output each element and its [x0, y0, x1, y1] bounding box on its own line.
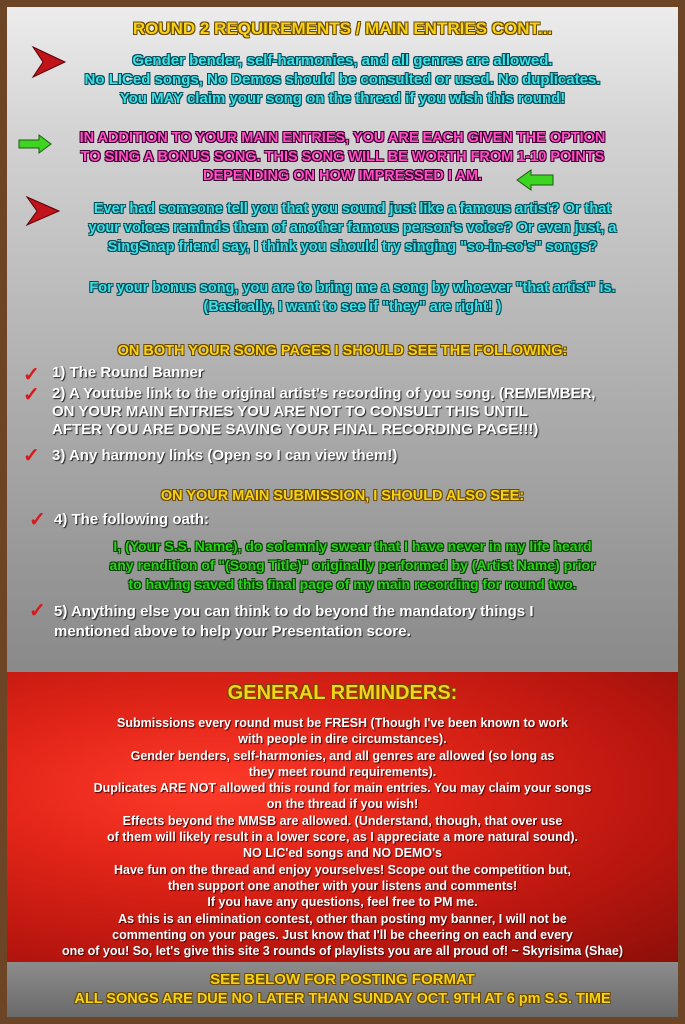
main-panel: [7, 7, 678, 1017]
item-5-line: 5) Anything else you can think to do beyond the mandatory things I: [54, 603, 534, 620]
reminder-line: If you have any questions, feel free to PM me.: [207, 895, 478, 910]
footer-due-date: ALL SONGS ARE DUE NO LATER THAN SUNDAY OCT. 9TH AT 6 pm S.S. TIME: [74, 991, 611, 1007]
song-pages-heading: ON BOTH YOUR SONG PAGES I SHOULD SEE THE FOLLOWING:: [117, 343, 568, 359]
item-2-line: ON YOUR MAIN ENTRIES YOU ARE NOT TO CONSULT THIS UNTIL: [52, 403, 528, 420]
footer-posting-format: SEE BELOW FOR POSTING FORMAT: [210, 971, 475, 988]
checkmark-icon: ✓: [23, 384, 40, 406]
bonus-song-line: (Basically, I want to see if "they" are right! ): [203, 299, 502, 315]
reminder-line: one of you! So, let's give this site 3 rounds of playlists you are all proud of! ~ Skyrisima (Shae): [61, 944, 624, 959]
reminders-list: [7, 715, 678, 959]
artist-line: SingSnap friend say, I think you should try singing "so-in-so's" songs?: [107, 239, 598, 255]
artist-block: [17, 200, 678, 257]
bonus-line: IN ADDITION TO YOUR MAIN ENTRIES, YOU ARE EACH GIVEN THE OPTION: [79, 130, 606, 146]
requirement-item-5: [54, 602, 533, 642]
reminder-line: commenting on your pages. Just know that I'll be cheering on each and every: [112, 927, 573, 942]
reminder-line: Gender benders, self-harmonies, and all genres are allowed (so long as: [130, 748, 555, 763]
oath-block: [17, 537, 678, 594]
bonus-song-block: [17, 279, 678, 317]
checkmark-icon: ✓: [23, 364, 40, 386]
requirement-item-4: 4) The following oath:: [54, 511, 209, 528]
footer-section: [7, 962, 678, 1017]
checkmark-icon: ✓: [29, 509, 46, 531]
intro-line: No LICed songs, No Demos should be consulted or used. No duplicates.: [84, 71, 601, 88]
oath-line: I, (Your S.S. Name), do solemnly swear that I have never in my life heard: [113, 538, 592, 554]
intro-line: You MAY claim your song on the thread if you wish this round!: [119, 90, 566, 107]
reminder-line: Duplicates ARE NOT allowed this round for main entries. You may claim your songs: [93, 781, 592, 796]
item-2-line: AFTER YOU ARE DONE SAVING YOUR FINAL RECORDING PAGE!!!): [52, 421, 539, 438]
reminder-line: Have fun on the thread and enjoy yourselves! Scope out the competition but,: [113, 862, 571, 877]
artist-line: Ever had someone tell you that you sound just like a famous artist? Or that: [93, 201, 612, 217]
green-arrow-left-icon: [515, 169, 555, 191]
reminder-line: As this is an elimination contest, other than posting my banner, I will not be: [118, 911, 567, 926]
requirement-item-3: 3) Any harmony links (Open so I can view them!): [52, 447, 398, 464]
item-5-line: mentioned above to help your Presentation score.: [54, 623, 411, 640]
reminder-line: on the thread if you wish!: [266, 797, 419, 812]
bonus-line: DEPENDING ON HOW IMPRESSED I AM.: [202, 168, 482, 184]
page-title: ROUND 2 REQUIREMENTS / MAIN ENTRIES CONT...: [132, 19, 553, 38]
artist-line: your voices reminds them of another famous person's voice? Or even just, a: [88, 220, 617, 236]
requirement-item-2: [52, 385, 596, 439]
reminders-heading: GENERAL REMINDERS:: [227, 682, 458, 704]
bonus-block: [7, 129, 678, 186]
checkmark-icon: ✓: [29, 600, 46, 622]
reminders-section: [7, 672, 678, 962]
reminder-line: Submissions every round must be FRESH (Though I've been known to work: [117, 716, 568, 730]
bonus-line: TO SING A BONUS SONG. THIS SONG WILL BE WORTH FROM 1-10 POINTS: [80, 149, 605, 165]
intro-line: Gender bender, self-harmonies, and all genres are allowed.: [132, 52, 553, 69]
reminder-line: they meet round requirements).: [248, 764, 437, 779]
main-submission-heading: ON YOUR MAIN SUBMISSION, I SHOULD ALSO SEE:: [160, 488, 525, 504]
bonus-song-line: For your bonus song, you are to bring me a song by whoever "that artist" is.: [89, 280, 616, 296]
reminder-line: then support one another with your listens and comments!: [167, 878, 518, 893]
reminder-line: of them will likely result in a lower score, as I appreciate a more natural sound).: [107, 830, 578, 845]
oath-line: any rendition of "(Song Title)" originally performed by (Artist Name) prior: [109, 557, 596, 573]
checkmark-icon: ✓: [23, 445, 40, 467]
oath-line: to having saved this final page of my main recording for round two.: [128, 576, 577, 592]
reminder-line: NO LIC'ed songs and NO DEMO's: [242, 846, 443, 861]
intro-block: [7, 51, 678, 108]
item-2-line: 2) A Youtube link to the original artist's recording of you song. (REMEMBER,: [52, 385, 596, 402]
reminder-line: with people in dire circumstances).: [238, 732, 447, 747]
requirement-item-1: 1) The Round Banner: [52, 364, 204, 381]
reminder-line: Effects beyond the MMSB are allowed. (Understand, though, that over use: [122, 813, 563, 828]
